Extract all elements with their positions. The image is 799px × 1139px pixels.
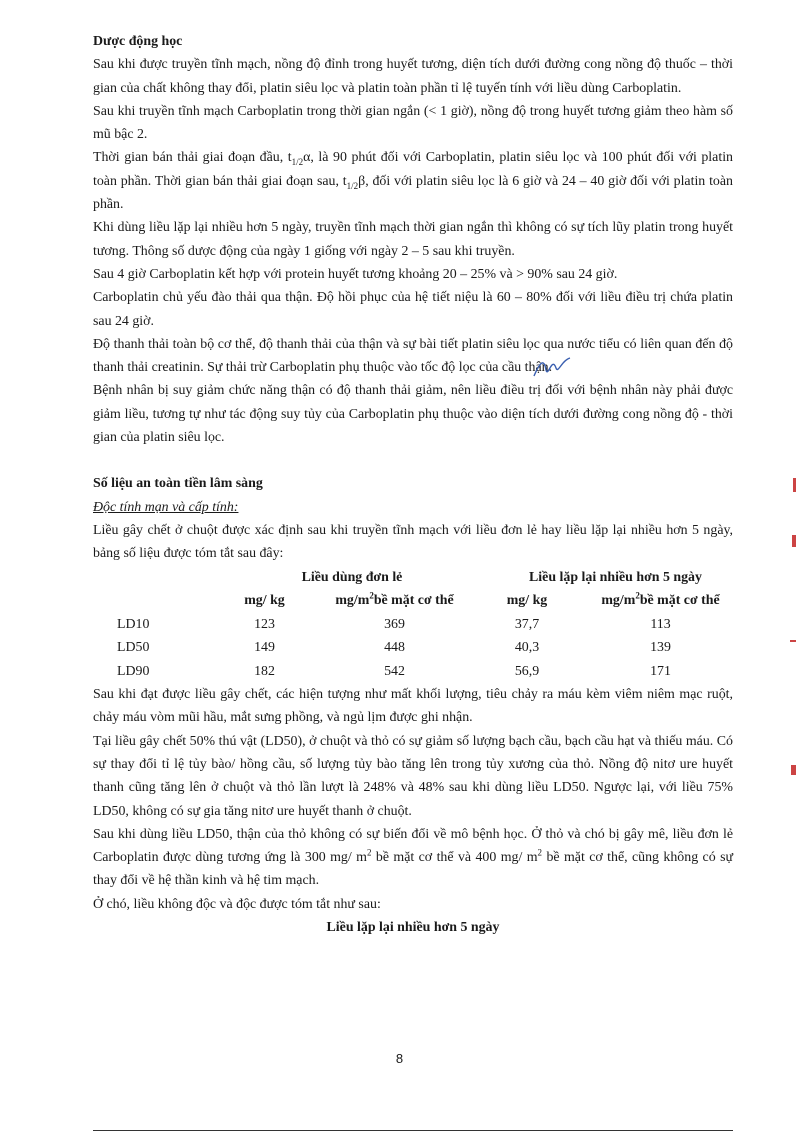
table-group-header: Liều lặp lại nhiều hơn 5 ngày	[529, 569, 702, 585]
table-row	[117, 613, 749, 637]
paragraph: Carboplatin chủ yếu đào thải qua thận. Độ hồi phục của hệ tiết niệu là 60 – 80% đối với liều điều trị chứa platin sau 24 giờ.	[93, 290, 733, 329]
table-column-header: $mg/m^2bề$ mặt cơ thể	[601, 590, 720, 609]
text-run: β, đối với platin siêu lọc là 6 giờ và 24 – 40 giờ đối với platin toàn phần.	[93, 173, 733, 213]
subscript: 1/2	[346, 180, 359, 191]
paragraph: Độ thanh thải toàn bộ cơ thể, độ thanh thải của thận và sự bài tiết platin siêu lọc qua nước tiểu có liên quan đến độ thanh thải creatinin. Sự thải trừ Carboplatin phụ thuộc vào tốc độ lọc của cầu thận.	[93, 336, 733, 376]
text-run: Sau khi dùng liều LD50, thận của thỏ không có sự biến đổi về mô bệnh học. Ở thỏ và chó bị gây mê, liều đơn lẻ Carboplatin được dùng tương ứng là 300 mg/ m	[93, 826, 733, 866]
table-cell: 182	[254, 663, 275, 679]
table-group-header: Liều dùng đơn lẻ	[301, 569, 403, 585]
paragraph: Sau khi đạt được liều gây chết, các hiện tượng như mất khối lượng, tiêu chảy ra máu kèm viêm niêm mạc ruột, chảy máu vòm mũi hầu, mắt sưng phồng, và ngủ lịm được ghi nhận.	[93, 687, 733, 726]
table-cell: 139	[650, 640, 671, 656]
document-page	[93, 30, 733, 939]
paragraph: Tại liều gây chết 50% thú vật (LD50), ở chuột và thỏ có sự giảm số lượng bạch cầu, bạch cầu hạt và thiếu máu. Có sự thay đổi tỉ lệ tủy bào/ hồng cầu, số lượng tủy bào tăng lên trong tủy xương của thỏ. Nồng độ nitơ ure huyết thanh cũng tăng lên ở chuột và thỏ lần lượt là 248% và 48% sau khi dùng liều LD50. Ngược lại, với liều 75% LD50, không có sự gia tăng nitơ ure huyết thanh ở chuột.	[93, 733, 733, 819]
paragraph: Sau khi truyền tĩnh mạch Carboplatin trong thời gian ngắn (< 1 giờ), nồng độ trong huyết tương giảm theo hàm số mũ bậc 2.	[93, 103, 733, 143]
text-run: α, là 90 phút đối với Carboplatin, platin siêu lọc và 100 phút đối với platin toàn phần. Thời gian bán thải giai đoạn sau, t	[93, 150, 733, 189]
table-column-header: $mg/m^2bề$ mặt cơ thể	[335, 590, 454, 609]
paragraph: Bệnh nhân bị suy giảm chức năng thận có độ thanh thải giảm, nên liều điều trị đối với bệnh nhân này phải được giảm liều, tương tự như tác động suy tủy của Carboplatin phụ thuộc vào diện tích dưới đường cong nồng độ - thời gian của platin siêu lọc.	[93, 383, 733, 446]
table-cell: 40,3	[514, 640, 540, 656]
section-title-pharmacokinetics: Dược động học	[93, 34, 183, 49]
superscript: 2	[366, 847, 372, 858]
section-title-preclinical: Số liệu an toàn tiền lâm sàng	[93, 476, 263, 492]
superscript: 2	[537, 847, 543, 858]
table-column-header: mg/ kg	[506, 593, 548, 609]
text-run: bề mặt cơ thể và 400 mg/ m	[371, 850, 538, 866]
table-cell: 171	[650, 663, 671, 679]
paragraph: Liều gây chết ở chuột được xác định sau khi truyền tĩnh mạch với liều đơn lẻ hay liều lặp lại nhiều hơn 5 ngày, bảng số liệu được tóm tắt sau đây:	[93, 522, 733, 562]
edge-mark	[793, 478, 796, 492]
table-cell: 448	[384, 640, 405, 656]
table-row	[117, 660, 749, 684]
page-number: 8	[395, 1051, 404, 1066]
row-label: LD90	[117, 663, 150, 679]
text-run: bề mặt cơ thể, cũng không có sự thay đổi về hệ thần kinh và hệ tim mạch.	[93, 850, 734, 889]
row-label: LD50	[117, 640, 150, 656]
text-run: Thời gian bán thải giai đoạn đầu, t	[93, 150, 292, 166]
table-cell: 37,7	[514, 616, 540, 632]
table-cell: 369	[384, 616, 405, 632]
subscript: 1/2	[291, 157, 304, 168]
edge-mark	[792, 535, 796, 547]
row-label: LD10	[117, 616, 150, 632]
paragraph: Sau 4 giờ Carboplatin kết hợp với protein huyết tương khoảng 20 – 25% và > 90% sau 24 giờ.	[93, 266, 618, 282]
edge-mark	[790, 640, 796, 642]
signature-icon	[532, 352, 572, 382]
paragraph-dog	[93, 823, 733, 893]
table-row	[117, 636, 749, 660]
table-cell: 56,9	[514, 663, 540, 679]
table-caption: Liều lặp lại nhiều hơn 5 ngày	[326, 920, 500, 935]
edge-mark	[791, 765, 796, 775]
table-cell: 149	[254, 640, 275, 656]
subsection-title: Độc tính mạn và cấp tính:	[93, 499, 239, 515]
lethal-dose-table	[117, 566, 749, 684]
footer-rule	[93, 1130, 733, 1131]
table-cell: 123	[254, 616, 275, 632]
paragraph: Sau khi được truyền tĩnh mạch, nồng độ đỉnh trong huyết tương, diện tích dưới đường cong nồng độ thuốc – thời gian của chất không thay đổi, platin siêu lọc và platin toàn phần tỉ lệ tuyến tính với liều dùng Carboplatin.	[93, 57, 733, 96]
table-cell: 113	[650, 616, 671, 632]
table-column-header: mg/ kg	[244, 593, 285, 609]
paragraph: Ở chó, liều không độc và độc được tóm tắt như sau:	[93, 896, 381, 912]
table-cell: 542	[384, 663, 405, 679]
paragraph: Khi dùng liều lặp lại nhiều hơn 5 ngày, truyền tĩnh mạch thời gian ngắn thì không có sự tích lũy platin trong huyết tương. Thông số dược động của ngày 1 giống với ngày 2 – 5 sau khi truyền.	[93, 220, 733, 259]
paragraph-halflife	[93, 146, 733, 216]
